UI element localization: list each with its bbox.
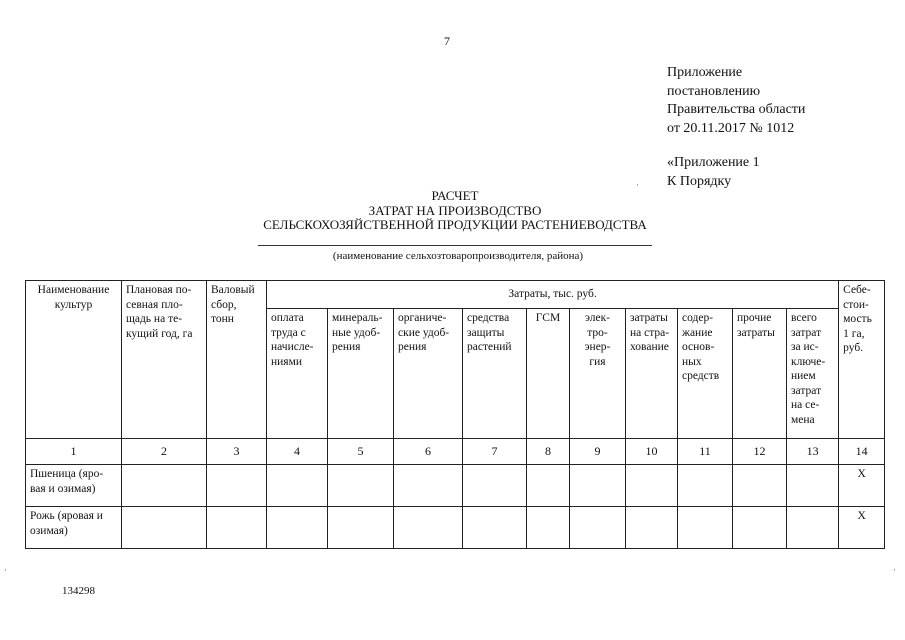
approval-line-6: К Порядку xyxy=(667,173,732,189)
header-mineral-fertilizer: минераль- ные удоб- рения xyxy=(328,309,394,439)
fill-in-line xyxy=(258,245,652,246)
header-gross-harvest: Валовый сбор, тонн xyxy=(207,281,267,439)
empty-cell xyxy=(733,507,787,549)
header-plant-protection: средства защиты растений xyxy=(463,309,527,439)
approval-line-4: от 20.11.2017 № 1012 xyxy=(667,120,795,136)
column-number: 7 xyxy=(463,439,527,465)
approval-line-2: постановлению xyxy=(667,83,761,99)
empty-cell xyxy=(207,465,267,507)
header-labor-cost: оплата труда с начисле- ниями xyxy=(267,309,328,439)
column-number: 6 xyxy=(394,439,463,465)
empty-cell xyxy=(626,465,678,507)
crop-name: Рожь (яровая и озимая) xyxy=(26,507,122,549)
empty-cell xyxy=(394,507,463,549)
approval-line-5: «Приложение 1 xyxy=(667,155,760,170)
header-total-costs: всего затрат за ис- ключе- нием затрат на се- мена xyxy=(787,309,839,439)
column-number: 8 xyxy=(527,439,570,465)
empty-cell xyxy=(463,465,527,507)
empty-cell xyxy=(207,507,267,549)
header-insurance: затраты на стра- хование xyxy=(626,309,678,439)
column-number: 11 xyxy=(678,439,733,465)
not-applicable-mark: X xyxy=(839,507,885,549)
empty-cell xyxy=(394,465,463,507)
empty-cell xyxy=(678,465,733,507)
title-caption: (наименование сельхозтоваропроизводителя, района) xyxy=(332,250,584,262)
column-number: 9 xyxy=(570,439,626,465)
cost-table xyxy=(25,280,885,549)
empty-cell xyxy=(328,507,394,549)
scan-mark: · xyxy=(893,565,896,575)
table-row xyxy=(26,507,885,549)
empty-cell xyxy=(787,465,839,507)
approval-line-3: Правительства области xyxy=(667,102,806,117)
empty-cell xyxy=(463,507,527,549)
column-number-row xyxy=(26,439,885,465)
empty-cell xyxy=(787,507,839,549)
title-line-2: ЗАТРАТ НА ПРОИЗВОДСТВО xyxy=(368,202,542,218)
column-number: 14 xyxy=(839,439,885,465)
empty-cell xyxy=(678,507,733,549)
empty-cell xyxy=(267,507,328,549)
document-code: 134298 xyxy=(62,585,95,597)
empty-cell xyxy=(570,507,626,549)
empty-cell xyxy=(122,465,207,507)
not-applicable-mark: X xyxy=(839,465,885,507)
header-unit-cost: Себе- стои- мость 1 га, руб. xyxy=(839,281,885,439)
scan-mark: · xyxy=(4,565,7,575)
header-crop-name: Наименование культур xyxy=(26,281,122,439)
column-number: 3 xyxy=(207,439,267,465)
empty-cell xyxy=(328,465,394,507)
empty-cell xyxy=(570,465,626,507)
column-number: 5 xyxy=(328,439,394,465)
empty-cell xyxy=(267,465,328,507)
column-number: 1 xyxy=(26,439,122,465)
header-electricity: элек- тро- энер- гия xyxy=(570,309,626,439)
empty-cell xyxy=(733,465,787,507)
header-costs-group: Затраты, тыс. руб. xyxy=(267,281,839,309)
title-line-1: РАСЧЕТ xyxy=(431,188,479,203)
header-fixed-assets: содер- жание основ- ных средств xyxy=(678,309,733,439)
scan-mark: · xyxy=(636,180,639,190)
page-number: 7 xyxy=(444,34,450,48)
approval-line-1: Приложение xyxy=(667,65,743,80)
header-fuel: ГСМ xyxy=(527,309,570,439)
header-organic-fertilizer: органиче- ские удоб- рения xyxy=(394,309,463,439)
column-number: 2 xyxy=(122,439,207,465)
empty-cell xyxy=(527,507,570,549)
empty-cell xyxy=(122,507,207,549)
crop-name: Пшеница (яро- вая и озимая) xyxy=(26,465,122,507)
column-number: 10 xyxy=(626,439,678,465)
header-planned-area: Плановая по- севная пло- щадь на те- кущий год, га xyxy=(122,281,207,439)
column-number: 13 xyxy=(787,439,839,465)
empty-cell xyxy=(626,507,678,549)
document-title xyxy=(230,189,680,233)
title-line-3: СЕЛЬСКОХОЗЯЙСТВЕННОЙ ПРОДУКЦИИ РАСТЕНИЕВОДСТВА xyxy=(263,217,647,232)
header-other-costs: прочие затраты xyxy=(733,309,787,439)
column-number: 4 xyxy=(267,439,328,465)
empty-cell xyxy=(527,465,570,507)
column-number: 12 xyxy=(733,439,787,465)
approval-block xyxy=(667,64,805,191)
table-row xyxy=(26,465,885,507)
